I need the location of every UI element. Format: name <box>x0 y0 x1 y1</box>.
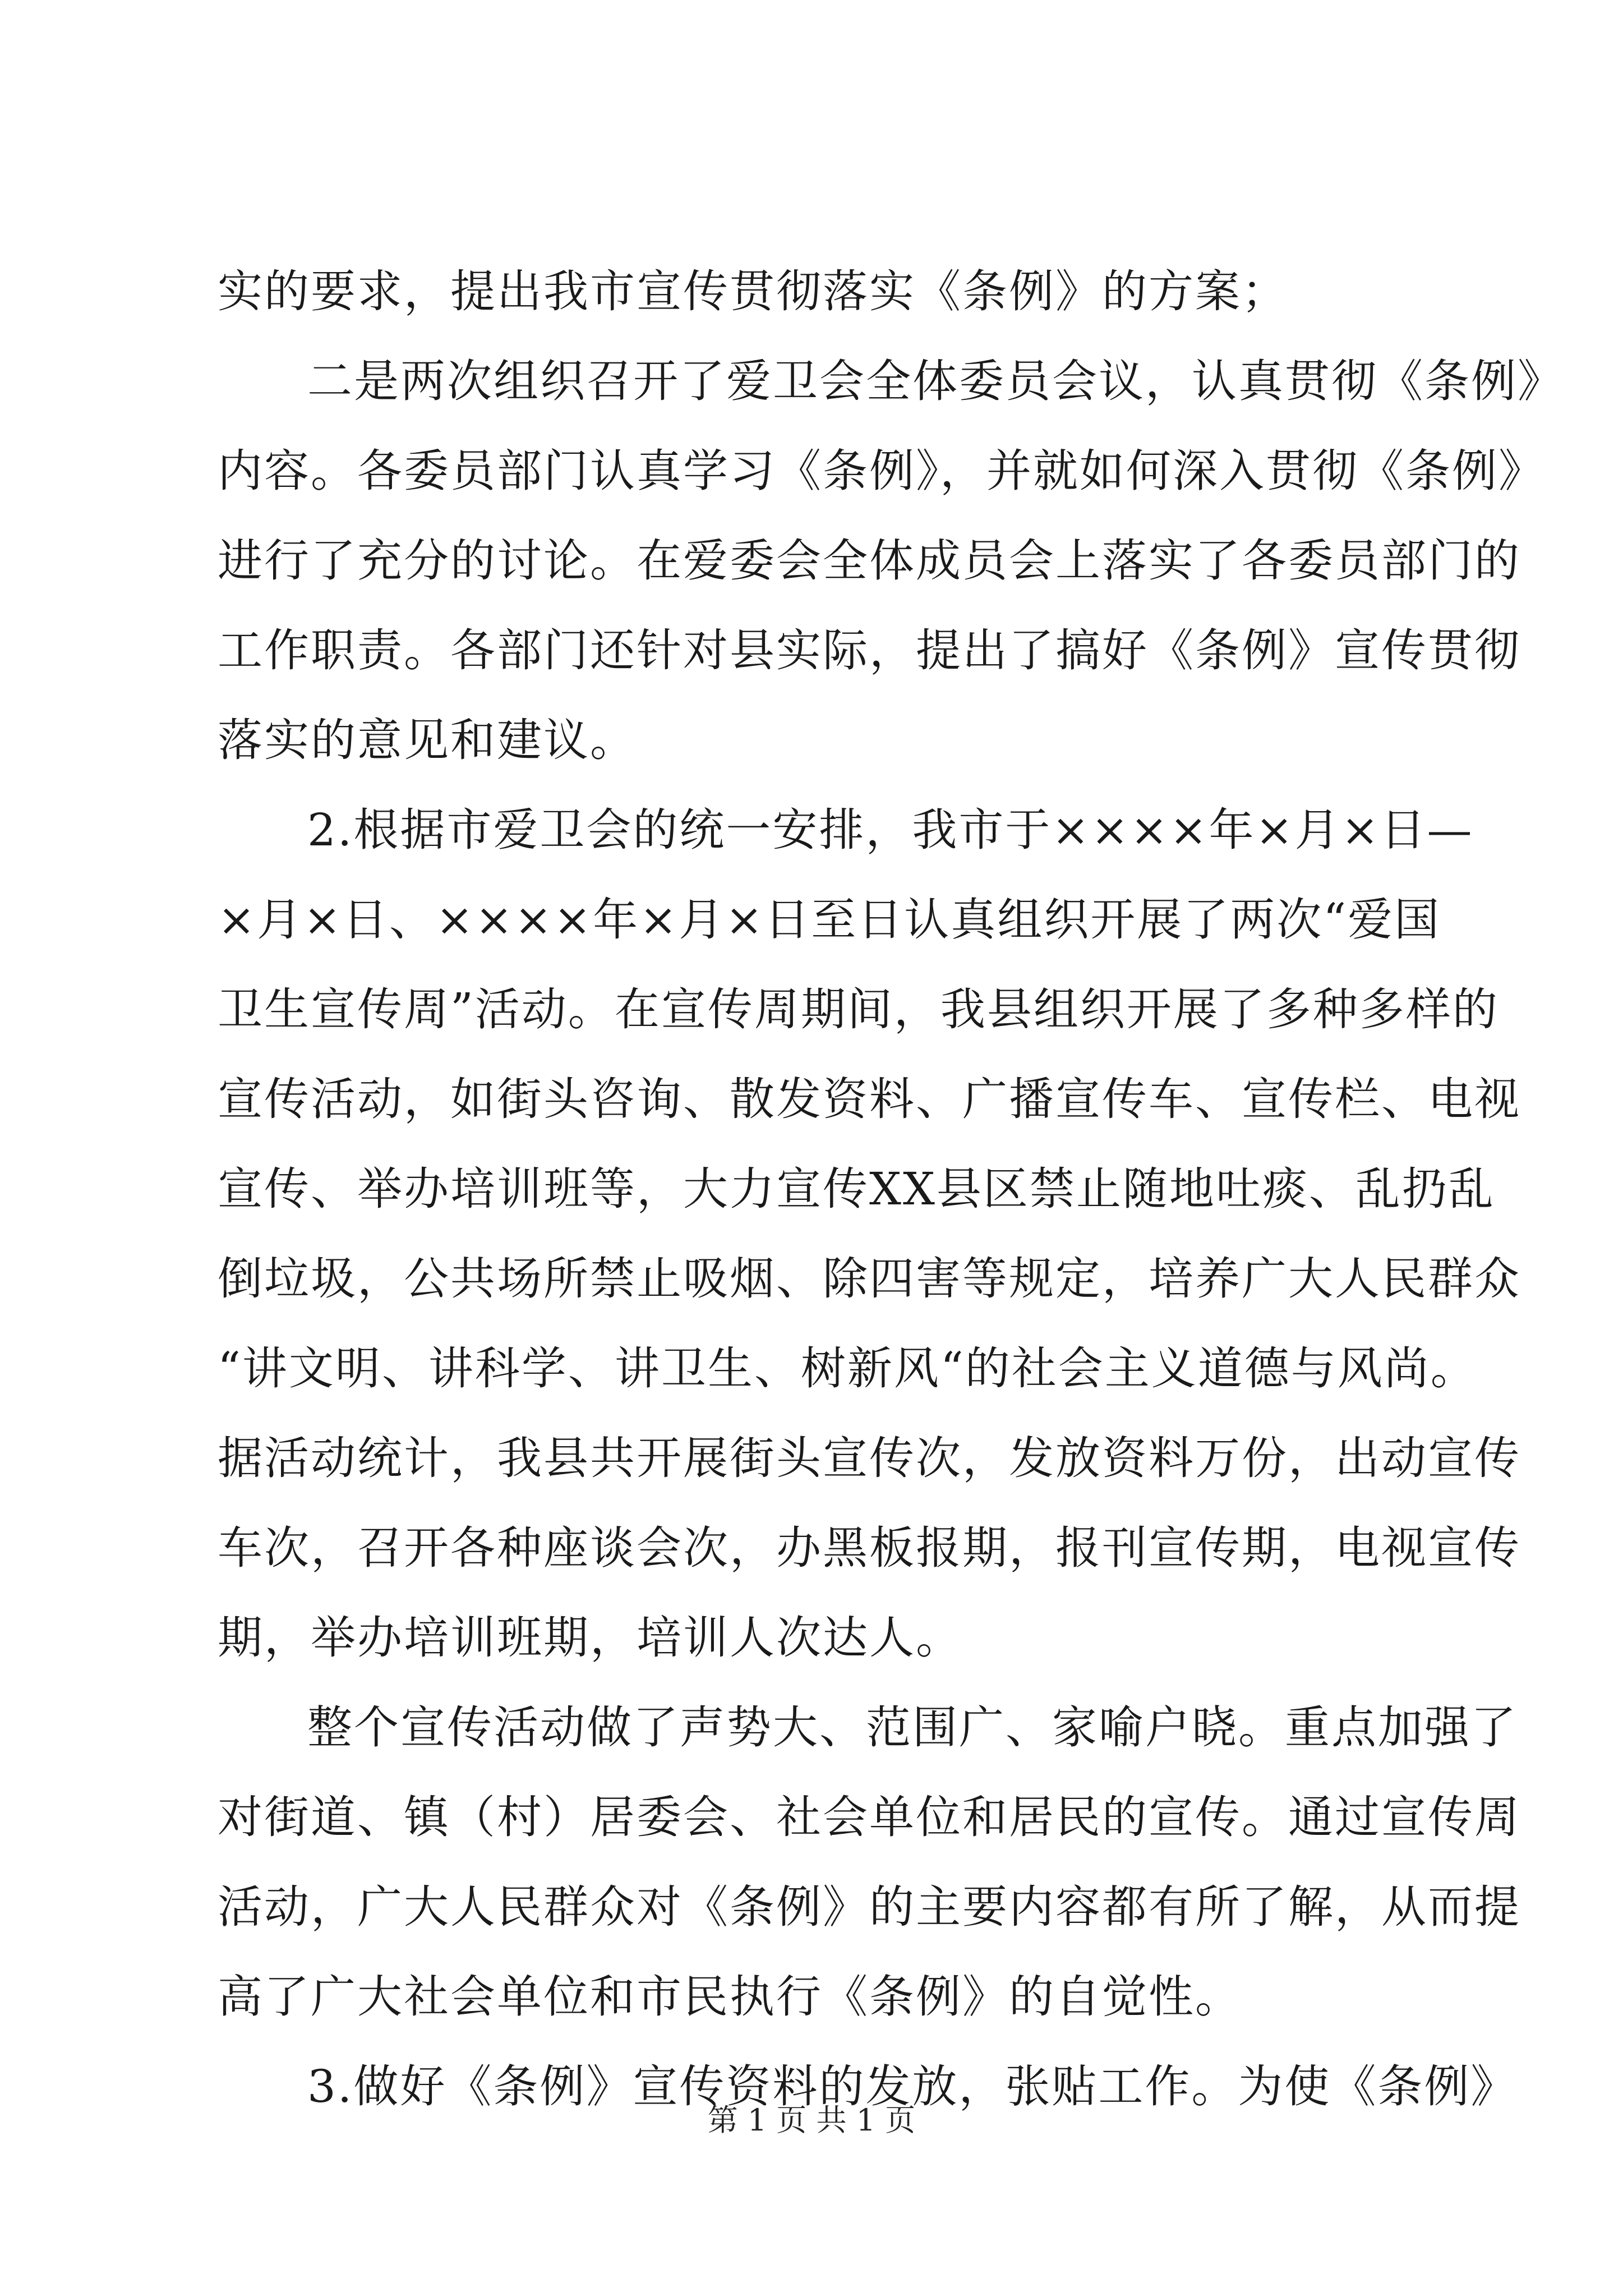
text-line: ×月×日、××××年×月×日至日认真组织开展了两次“爱国 <box>218 894 1441 946</box>
text-line: “讲文明、讲科学、讲卫生、树新风“的社会主义道德与风尚。 <box>218 1342 1477 1395</box>
text-line: 据活动统计，我县共开展街头宣传次，发放资料万份，出动宣传 <box>218 1432 1521 1484</box>
text-line: 3.做好《条例》宣传资料的发放，张贴工作。为使《条例》 <box>307 2060 1518 2113</box>
text-line: 宣传活动，如街头咨询、散发资料、广播宣传车、宣传栏、电视 <box>218 1073 1521 1125</box>
page-number-label: 第 1 页 共 1 页 <box>707 2102 916 2138</box>
paragraph <box>218 1683 1521 2042</box>
text-line: 2.根据市爱卫会的统一安排，我市于××××年×月×日— <box>307 804 1474 856</box>
text-line: 卫生宣传周”活动。在宣传周期间，我县组织开展了多种多样的 <box>218 983 1499 1036</box>
paragraph <box>218 785 1521 1683</box>
text-line: 期，举办培训班期，培训人次达人。 <box>218 1612 962 1664</box>
text-line: 倒垃圾，公共场所禁止吸烟、除四害等规定，培养广大人民群众 <box>218 1253 1521 1305</box>
text-line: 落实的意见和建议。 <box>218 714 637 766</box>
text-line: 对街道、镇（村）居委会、社会单位和居民的宣传。通过宣传周 <box>218 1791 1521 1843</box>
text-line: 活动，广大人民群众对《条例》的主要内容都有所了解，从而提 <box>218 1881 1521 1933</box>
text-line: 宣传、举办培训班等，大力宣传XX县区禁止随地吐痰、乱扔乱 <box>218 1163 1495 1215</box>
text-line: 整个宣传活动做了声势大、范围广、家喻户晓。重点加强了 <box>307 1701 1518 1754</box>
document-body <box>218 247 1564 2132</box>
text-line: 车次，召开各种座谈会次，办黑板报期，报刊宣传期，电视宣传 <box>218 1522 1521 1574</box>
text-line: 内容。各委员部门认真学习《条例》，并就如何深入贯彻《条例》 <box>218 445 1545 497</box>
paragraph <box>218 247 1412 337</box>
paragraph <box>218 337 1564 785</box>
text-line: 实的要求，提出我市宣传贯彻落实《条例》的方案； <box>218 265 1288 318</box>
text-line: 二是两次组织召开了爱卫会全体委员会议，认真贯彻《条例》 <box>307 355 1564 407</box>
text-line: 工作职责。各部门还针对县实际，提出了搞好《条例》宣传贯彻 <box>218 624 1521 677</box>
text-line: 进行了充分的讨论。在爱委会全体成员会上落实了各委员部门的 <box>218 535 1521 587</box>
page-footer <box>0 2101 1623 2140</box>
text-line: 高了广大社会单位和市民执行《条例》的自觉性。 <box>218 1971 1242 2023</box>
